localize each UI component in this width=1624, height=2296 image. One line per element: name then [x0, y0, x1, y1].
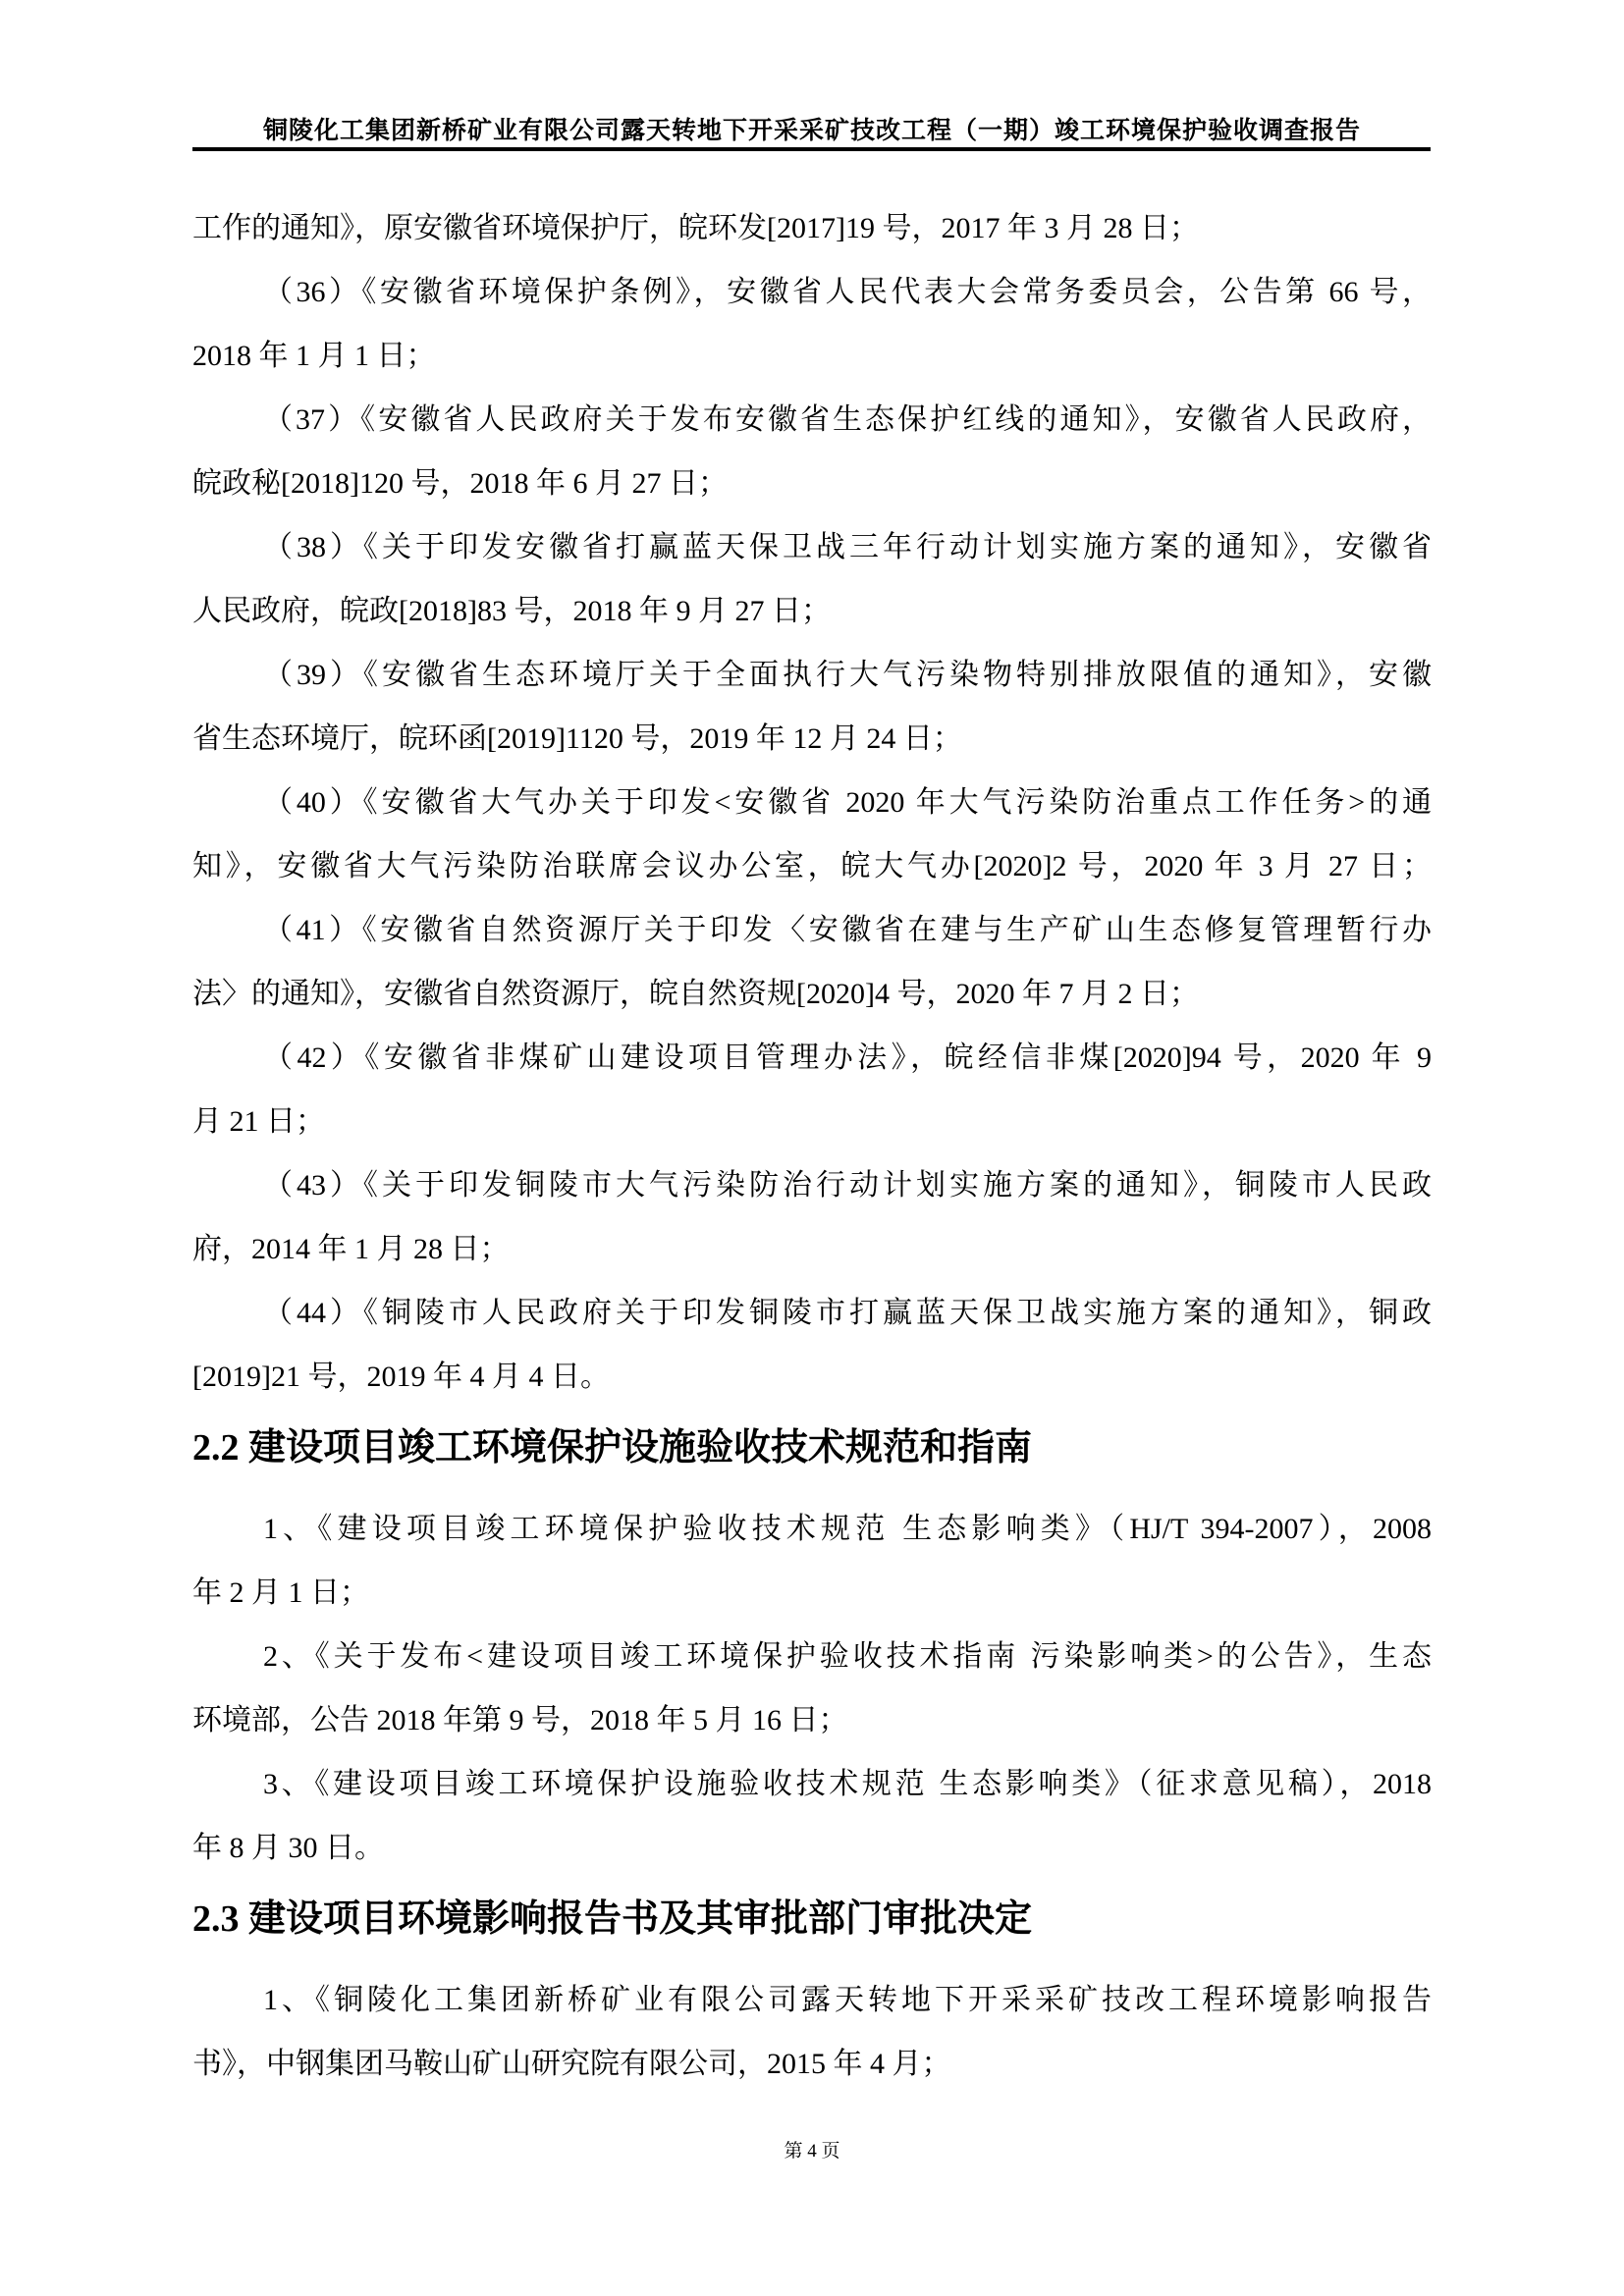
text-line: 环境部，公告 2018 年第 9 号，2018 年 5 月 16 日； — [192, 1704, 848, 1736]
text-line: （43）《关于印发铜陵市大气污染防治行动计划实施方案的通知》，铜陵市人民政 — [263, 1169, 1432, 1201]
text-line: 法〉的通知》，安徽省自然资源厅，皖自然资规[2020]4 号，2020 年 7 月 2 日； — [192, 978, 1199, 1010]
text-line: 人民政府，皖政[2018]83 号，2018 年 9 月 27 日； — [192, 595, 831, 627]
text-line: 省生态环境厅，皖环函[2019]1120 号，2019 年 12 月 24 日； — [192, 722, 962, 755]
text-line: 知》，安徽省大气污染防治联席会议办公室，皖大气办[2020]2 号，2020 年 3 月 27 日； — [192, 850, 1432, 882]
document-body — [192, 196, 1432, 2096]
text-line: 1、《铜陵化工集团新桥矿业有限公司露天转地下开采采矿技改工程环境影响报告 — [263, 1984, 1432, 2016]
header-rule — [192, 147, 1431, 151]
text-line: 书》，中钢集团马鞍山矿山研究院有限公司，2015 年 4 月； — [192, 2048, 951, 2080]
text-line: （44）《铜陵市人民政府关于印发铜陵市打赢蓝天保卫战实施方案的通知》，铜政 — [263, 1297, 1432, 1329]
text-line: 2、《关于发布<建设项目竣工环境保护验收技术指南 污染影响类>的公告》，生态 — [263, 1640, 1432, 1673]
section-heading: 2.2 建设项目竣工环境保护设施验收技术规范和指南 — [192, 1427, 1033, 1468]
text-line: 皖政秘[2018]120 号，2018 年 6 月 27 日； — [192, 467, 728, 500]
text-line: 工作的通知》，原安徽省环境保护厅，皖环发[2017]19 号，2017 年 3 月 28 日； — [192, 212, 1199, 244]
text-line: 3、《建设项目竣工环境保护设施验收技术规范 生态影响类》（征求意见稿），2018 — [263, 1768, 1432, 1800]
text-line: （42）《安徽省非煤矿山建设项目管理办法》，皖经信非煤[2020]94 号，2020 年 9 — [263, 1041, 1432, 1074]
text-line: 2018 年 1 月 1 日； — [192, 340, 436, 372]
text-line: （39）《安徽省生态环境厅关于全面执行大气污染物特别排放限值的通知》，安徽 — [263, 659, 1432, 691]
header-title: 铜陵化工集团新桥矿业有限公司露天转地下开采采矿技改工程（一期）竣工环境保护验收调查报告 — [262, 118, 1361, 144]
text-line: [2019]21 号，2019 年 4 月 4 日。 — [192, 1361, 610, 1393]
text-line: 1、《建设项目竣工环境保护验收技术规范 生态影响类》（HJ/T 394-2007），2008 — [263, 1513, 1432, 1545]
section-heading: 2.3 建设项目环境影响报告书及其审批部门审批决定 — [192, 1898, 1033, 1940]
text-line: 年 8 月 30 日。 — [192, 1832, 384, 1864]
text-line: （38）《关于印发安徽省打赢蓝天保卫战三年行动计划实施方案的通知》，安徽省 — [263, 531, 1432, 563]
text-line: 月 21 日； — [192, 1105, 325, 1138]
text-line: （40）《安徽省大气办关于印发<安徽省 2020 年大气污染防治重点工作任务>的通 — [263, 786, 1432, 819]
footer-page-number: 第 4 页 — [784, 2141, 840, 2162]
text-line: （41）《安徽省自然资源厅关于印发〈安徽省在建与生产矿山生态修复管理暂行办 — [263, 914, 1432, 946]
text-line: （37）《安徽省人民政府关于发布安徽省生态保护红线的通知》，安徽省人民政府， — [263, 403, 1432, 436]
text-line: 年 2 月 1 日； — [192, 1576, 369, 1609]
text-line: （36）《安徽省环境保护条例》，安徽省人民代表大会常务委员会，公告第 66 号， — [263, 276, 1432, 308]
text-line: 府，2014 年 1 月 28 日； — [192, 1233, 510, 1265]
